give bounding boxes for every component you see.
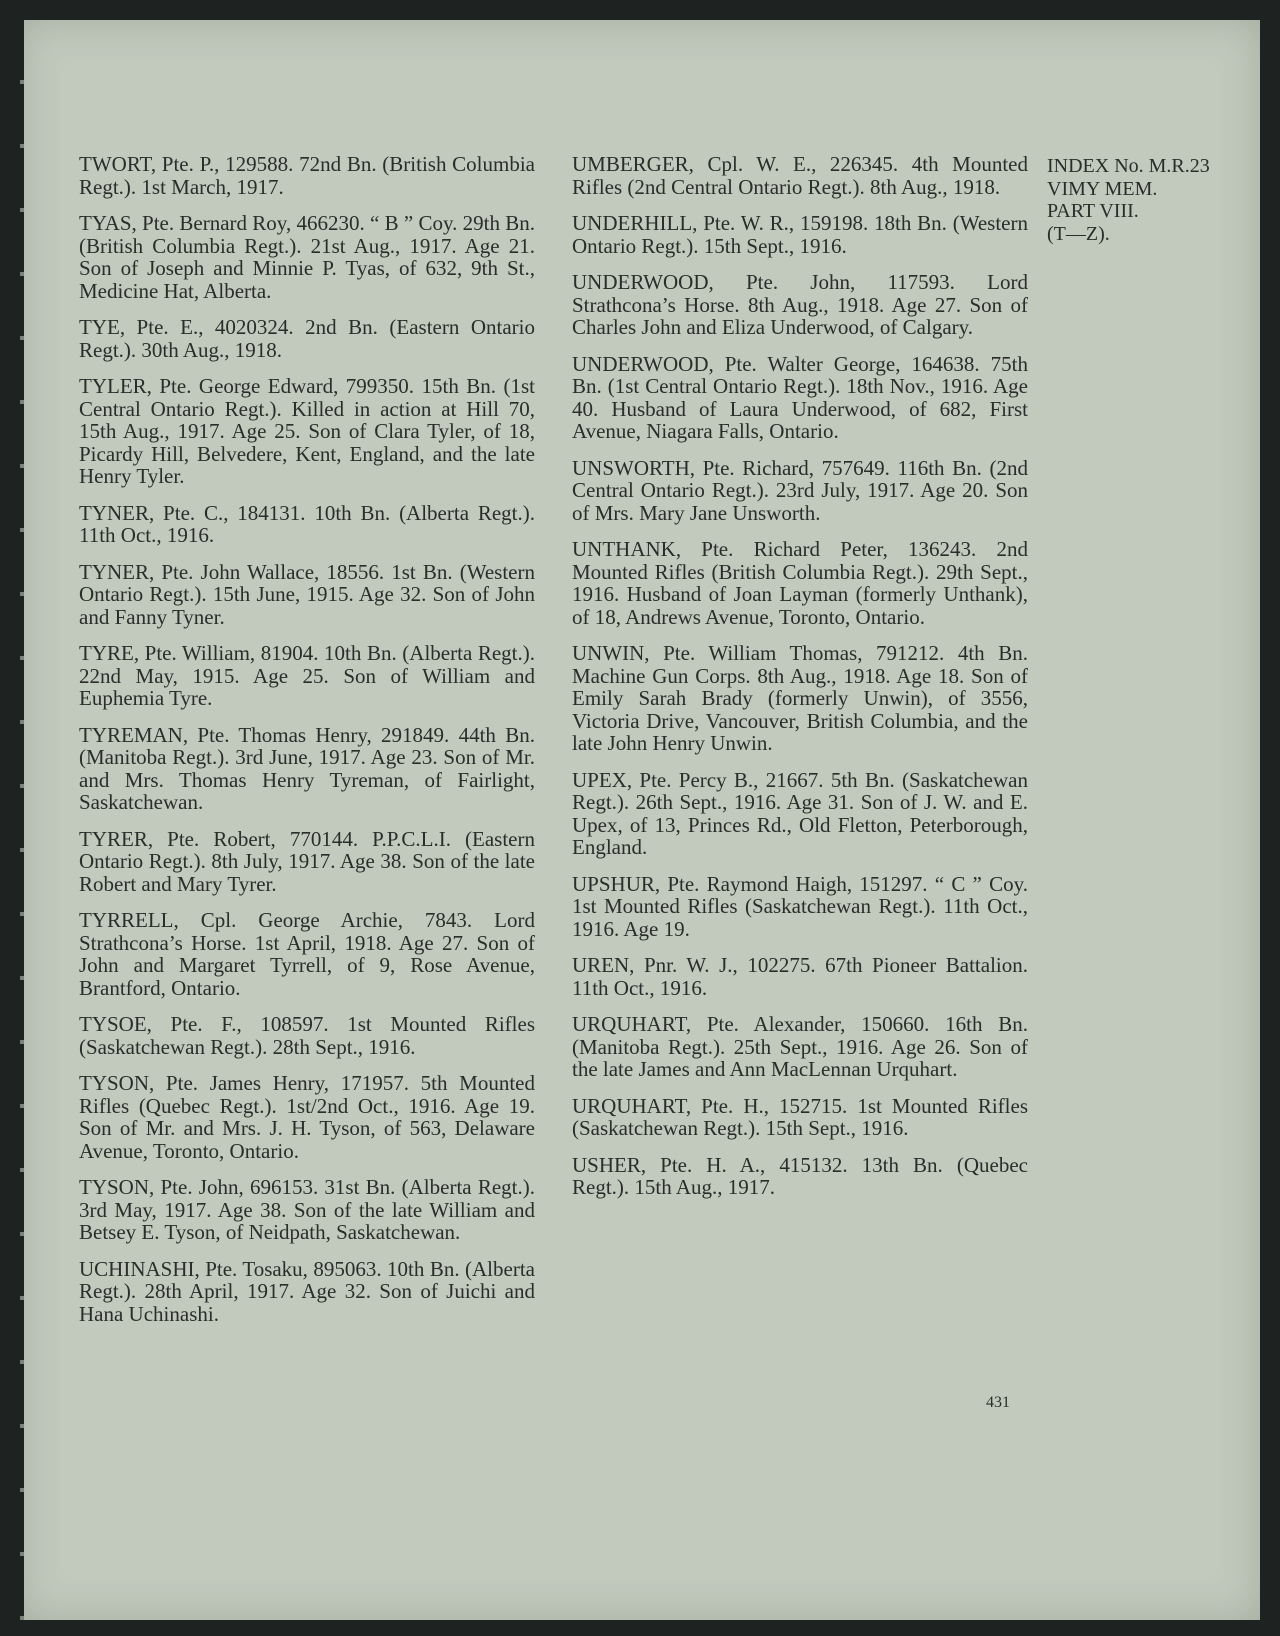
entry: UPSHUR, Pte. Raymond Haigh, 151297. “ C ” Coy. 1st Mounted Rifles (Saskatchewan Regt.). 11th Oct., 1916. Age 19. [572, 871, 1028, 941]
entry: UCHINASHI, Pte. Tosaku, 895063. 10th Bn. (Alberta Regt.). 28th April, 1917. Age 32. Son of Juichi and Hana Uchinashi. [79, 1256, 535, 1326]
index-line: INDEX No. M.R.23 [1047, 155, 1210, 177]
entry: TYAS, Pte. Bernard Roy, 466230. “ B ” Coy. 29th Bn. (British Columbia Regt.). 21st Aug., 1917. Age 21. Son of Joseph and Minnie P. Tyas, of 632, 9th St., Medicine Hat, Alberta. [79, 211, 535, 303]
entry: UNTHANK, Pte. Richard Peter, 136243. 2nd Mounted Rifles (British Columbia Regt.). 29th Sept., 1916. Husband of Joan Layman (formerly Unthank), of 18, Andrews Avenue, Toronto, Ontario. [572, 537, 1028, 629]
entry: UREN, Pnr. W. J., 102275. 67th Pioneer Battalion. 11th Oct., 1916. [572, 953, 1028, 1000]
document-page [20, 20, 1260, 1620]
entry: TYREMAN, Pte. Thomas Henry, 291849. 44th Bn. (Manitoba Regt.). 3rd June, 1917. Age 23. Son of Mr. and Mrs. Thomas Henry Tyreman, of Fairlight, Saskatchewan. [79, 722, 535, 814]
index-line: (T—Z). [1047, 222, 1110, 245]
entry: TYNER, Pte. John Wallace, 18556. 1st Bn. (Western Ontario Regt.). 15th June, 1915. Age 32. Son of John and Fanny Tyner. [79, 559, 535, 629]
entry: TYRER, Pte. Robert, 770144. P.P.C.L.I. (Eastern Ontario Regt.). 8th July, 1917. Age 38. Son of the late Robert and Mary Tyrer. [79, 826, 535, 896]
page-number: 431 [986, 1394, 1010, 1411]
entry: UNWIN, Pte. William Thomas, 791212. 4th Bn. Machine Gun Corps. 8th Aug., 1918. Age 18. Son of Emily Sarah Brady (formerly Unwin), of 3556, Victoria Drive, Vancouver, British Columbia, and the late John Henry Unwin. [572, 641, 1028, 755]
entry: UMBERGER, Cpl. W. E., 226345. 4th Mounted Rifles (2nd Central Ontario Regt.). 8th Aug., 1918. [572, 152, 1028, 199]
entry: TYSON, Pte. James Henry, 171957. 5th Mounted Rifles (Quebec Regt.). 1st/2nd Oct., 1916. Age 19. Son of Mr. and Mrs. J. H. Tyson, of 563, Delaware Avenue, Toronto, Ontario. [79, 1071, 535, 1163]
entry: UNDERHILL, Pte. W. R., 159198. 18th Bn. (Western Ontario Regt.). 15th Sept., 1916. [572, 211, 1028, 258]
right-column [572, 153, 1028, 1213]
index-line: VIMY MEM. [1047, 177, 1158, 200]
index-reference [1047, 155, 1257, 245]
entry: USHER, Pte. H. A., 415132. 13th Bn. (Quebec Regt.). 15th Aug., 1917. [572, 1152, 1028, 1199]
entry: TYNER, Pte. C., 184131. 10th Bn. (Alberta Regt.). 11th Oct., 1916. [79, 500, 535, 547]
entry: TYSON, Pte. John, 696153. 31st Bn. (Alberta Regt.). 3rd May, 1917. Age 38. Son of the late William and Betsey E. Tyson, of Neidpath, Saskatchewan. [79, 1175, 535, 1244]
entry: TYLER, Pte. George Edward, 799350. 15th Bn. (1st Central Ontario Regt.). Killed in action at Hill 70, 15th Aug., 1917. Age 25. Son of Clara Tyler, of 18, Picardy Hill, Belvedere, Kent, England, and the late Henry Tyler. [79, 374, 535, 488]
left-column [79, 153, 535, 1339]
page-binding-edge [20, 20, 24, 1620]
index-line: PART VIII. [1047, 200, 1139, 222]
entry: URQUHART, Pte. Alexander, 150660. 16th Bn. (Manitoba Regt.). 25th Sept., 1916. Age 26. Son of the late James and Ann MacLennan Urquhart. [572, 1012, 1028, 1081]
entry: TWORT, Pte. P., 129588. 72nd Bn. (British Columbia Regt.). 1st March, 1917. [79, 152, 535, 199]
entry: TYSOE, Pte. F., 108597. 1st Mounted Rifles (Saskatchewan Regt.). 28th Sept., 1916. [79, 1012, 535, 1059]
entry: TYRRELL, Cpl. George Archie, 7843. Lord Strathcona’s Horse. 1st April, 1918. Age 27. Son of John and Margaret Tyrrell, of 9, Rose Avenue, Brantford, Ontario. [79, 908, 535, 1000]
entry: UNDERWOOD, Pte. Walter George, 164638. 75th Bn. (1st Central Ontario Regt.). 18th Nov., 1916. Age 40. Husband of Laura Underwood, of 682, First Avenue, Niagara Falls, Ontario. [572, 351, 1028, 443]
entry: UNSWORTH, Pte. Richard, 757649. 116th Bn. (2nd Central Ontario Regt.). 23rd July, 1917. Age 20. Son of Mrs. Mary Jane Unsworth. [572, 455, 1028, 525]
entry: TYRE, Pte. William, 81904. 10th Bn. (Alberta Regt.). 22nd May, 1915. Age 25. Son of William and Euphemia Tyre. [79, 641, 535, 710]
entry: TYE, Pte. E., 4020324. 2nd Bn. (Eastern Ontario Regt.). 30th Aug., 1918. [79, 315, 535, 362]
entry: URQUHART, Pte. H., 152715. 1st Mounted Rifles (Saskatchewan Regt.). 15th Sept., 1916. [572, 1093, 1028, 1140]
entry: UNDERWOOD, Pte. John, 117593. Lord Strathcona’s Horse. 8th Aug., 1918. Age 27. Son of Charles John and Eliza Underwood, of Calgary. [572, 270, 1028, 339]
entry: UPEX, Pte. Percy B., 21667. 5th Bn. (Saskatchewan Regt.). 26th Sept., 1916. Age 31. Son of J. W. and E. Upex, of 13, Princes Rd., Old Fletton, Peterborough, England. [572, 767, 1028, 859]
